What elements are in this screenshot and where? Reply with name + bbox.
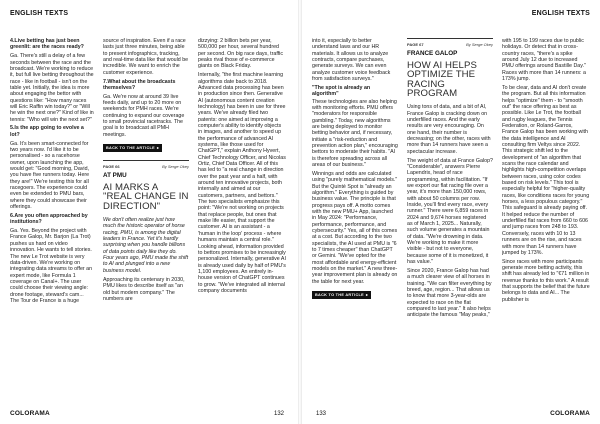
left-section-header: ENGLISH TEXTS [10, 10, 69, 17]
left-column-3 [198, 38, 286, 396]
page-reference: PAGE 66 [103, 164, 120, 169]
question-heading: 7.What about the broadcasts themselves? [103, 78, 176, 91]
arrow-right-icon: ▸ [365, 292, 369, 297]
paragraph: These technologies are also helping with monitoring efforts. PMU offers "moderators for responsible gambling." Today, new algorithms are being deployed to monitor betting behavior and, if necessary, initiate a "risk-reduction and prevention action plan," encouraging bettors to moderate their habits. "AI is therefore spreading across all areas of our business." [312, 98, 398, 169]
story-body: Approaching its centenary in 2030, PMU likes to describe itself as "an old but modern company." The numbers are [103, 277, 185, 303]
left-column-1 [10, 38, 94, 396]
story-body-1: Using tons of data, and a bit of AI, France Galop is cracking down on underfilled races. And the early results are very encouraging. On one hand, their number is decreasing; on the other, races with more than 14 runners have seen a spectacular increase. [407, 104, 491, 155]
right-column-3 [502, 38, 590, 396]
story-headline: HOW AI HELPS OPTIMIZE THE RACING PROGRAM [407, 59, 477, 99]
paragraph: To be clear, data and AI don't create the program. But all this information helps "optimize" them - to "smooth out" the race offering as best as possible. Like Le Trot, the football and rugby leagues, the Tennis Federation, or Roland-Garros, France Galop has been working with the data intelligence and AI consulting firm Veltys since 2022. This strategic shift led to the development of "an algorithm that scans the race calendar and highlights high-competition overlaps between races, using color codes based on risk levels." This tool is especially helpful for "higher-quality races, like conditions races for young horses, a less populous category." This safeguard is already paying off. It helped reduce the number of underfilled flat races from 660 to 606 and jump races from 248 to 193. Conversely, races with 10 to 13 runners are on the rise, and races with more than 14 runners have jumped by 173%. [502, 84, 590, 256]
right-page [302, 0, 600, 424]
paragraph: into it, especially to better understand laws and our HR materials. It allows us to analyze contracts, compare purchases, generate surveys. We can even analyze customer voice feedback from satisfaction surveys." [312, 38, 391, 83]
page-reference: PAGE 67 [407, 42, 424, 47]
back-to-article-button[interactable]: BACK TO THE ARTICLE ▸ [103, 144, 162, 152]
paragraph: Winnings and odds are calculated using "purely mathematical models." But the Quinté Spot is "already an algorithm." Everything is guided by business value. The principle is that progress pays off. A motto comes with the new PMU+ App, launched in May 2024: "Performance, performance, performance, and cybersecurity." Yes, all of this comes at a cost. But according to the two specialists, the AI used at PMU is "6 to 7 times cheaper" than ChatGPT or Gemini. "We've opted for the most affordable and energy-efficient models on the market." A new three-year improvement plan is already on the table for next year. [312, 170, 398, 285]
paragraph: with 195 to 199 races due to public holidays. Or detect that in cross-country races, "there's a spike around July 12 due to increased PMU offerings around Bastille Day." Races with more than 14 runners: a 173% jump. [502, 38, 586, 83]
story-intro: We don't often realize just how much the historic operator of horse racing, PMU, is among the digital leaders in France. Yet it's hardly surprising when you handle billions of data points daily like they do. Four years ago, PMU made the shift to AI and plunged into a new business model. [103, 216, 189, 274]
question-heading: 4.Live betting has just been greenlit: are the races ready? [10, 38, 84, 51]
magazine-logo: COLORAMA [10, 410, 50, 417]
story-header [407, 38, 493, 98]
paragraph: Since races with more participants generate more betting activity, this shift has already led to "€71 million in revenue thanks to this work." A result that supports the belief that the future belongs to data and AI... The publisher is [502, 258, 590, 303]
right-column-2 [407, 38, 493, 396]
paragraph: Ga. Yes. Beyond the project with France Galop, Mr. Barjon (La Trot) pushes us hard on video innovation. He wants to tell stories. The new Le Trot website is very data-driven. We're working on integrating data streams to offer an expert mode, like Formula 1 coverage on Canal+. The user could choose their viewing angle: drone footage, steward's cam... The Tour de France is a huge [10, 228, 93, 304]
left-column-2 [103, 38, 189, 396]
story-section-label: AT PMU [103, 172, 127, 180]
paragraph: source of inspiration. Even if a race lasts just three minutes, being able to present infographics, tracking, and real-time data like that would be incredible. We want to enrich the customer experience. [103, 38, 189, 76]
paragraph: Ga. There's still a delay of a few seconds between the race and the broadcast. We're working to reduce it, but full live betting throughout the race - like in football - isn't on the table yet. Initially, the idea is more about engaging the bettor with questions like: "How many races will Eric Raffin win today?" or "Will he win the next one?" Kind of like in tennis: "Who will win the next set?" [10, 53, 94, 123]
story-body-3: Since 2020, France Galop has had a much clearer view of all horses in training. "We can filter everything by breed, age, region... That allows us to know that more 3-year-olds are expected to race on the flat compared to last year." It also helps anticipate the famous "May peaks," [407, 267, 492, 319]
arrow-right-icon: ▸ [156, 145, 160, 150]
paragraph: Ga. It's been smart-connected for two years now. I'd like it to be personalised - so a racehorse owner, upon launching the app, would get: "Good morning, David, you have five runners today. Here they are!" We're testing this for all racegoers. The experience could even be extended to PMU bars, where they could showcase their offerings. [10, 140, 90, 211]
back-to-article-button[interactable]: BACK TO THE ARTICLE ▸ [312, 291, 371, 299]
magazine-logo: COLORAMA [550, 410, 590, 417]
byline: By Serge Okey [162, 164, 189, 169]
paragraph: dizzying: 2 billion bets per year, 500,000 per hour, several hundred per second. On big race days, traffic peaks rival those of e-commerce giants on Black Friday. [198, 38, 283, 70]
left-page [0, 0, 298, 424]
paragraph: Ga. We're now at around 39 live feeds daily, and up to 20 more on weekends for PMH races. We're continuing to expand our coverage to small provincial racetracks. The goal is to broadcast all PMH meetings. [103, 93, 185, 138]
right-column-1 [312, 38, 398, 396]
story-section-label: FRANCE GALOP [407, 50, 458, 58]
story-header [103, 160, 189, 211]
question-heading: 5.Is the app going to evolve a lot? [10, 125, 84, 138]
page-number: 133 [316, 411, 327, 417]
byline: By Serge Okey [466, 42, 493, 47]
paragraph: Internally, "the first machine learning algorithms date back to 2018. Advanced data processing has been in production since then. Generative AI (autonomous content creation technology) has been in use for three years. We've already filed two patents: one aimed at improving a computer's ability to identify objects in images, and another to speed up the performance of advanced AI systems, like those used for ChatGPT," explain Anthony Hyvert, Chief Technology Officer, and Nicolas Ortiz, Chief Data Officer. All of this has led to "a real change in direction over the past year and a half, with around ten innovative projects, both internally and aimed at our customers, partners, and bettors." The two specialists emphasize this point: "We're not working on projects that replace people, but ones that make life easier, that support the customer. AI is an assistant - a 'human in the loop' process - where humans maintain a central role." Looking ahead, information provided to bettors promises to be increasingly personalized. Internally, generative AI is already used daily by half of PMU's 1,100 employees. An entirely in-house version of ChatGPT continues to grow. "We've integrated all internal company documents [198, 72, 286, 294]
subheading: "The spot is already an algorithm" [312, 84, 371, 98]
story-body-2: The weight of data at France Galop? "Considerable", answers Pierre Lapendrix, head of race programming, within facilitation. "If we export our flat racing file over a year, it's more than 150,000 rows, with about 50 columns per row. Inside, you'll find every race, every runner." There were 6,859 races in 2024 and 9,674 horses registered as of March 1, 2025... Naturally, such volume generates a mountain of data. "We're drowning in data. We're working to make it more visible - but not to everyone, because some of it is monetized, it has value." [407, 157, 493, 266]
right-section-header: ENGLISH TEXTS [531, 10, 590, 17]
question-heading: 6.Are you often approached by institutions? [10, 212, 88, 226]
page-number: 132 [273, 411, 284, 417]
story-headline: AI MARKS A "REAL CHANGE IN DIRECTION" [103, 181, 189, 212]
